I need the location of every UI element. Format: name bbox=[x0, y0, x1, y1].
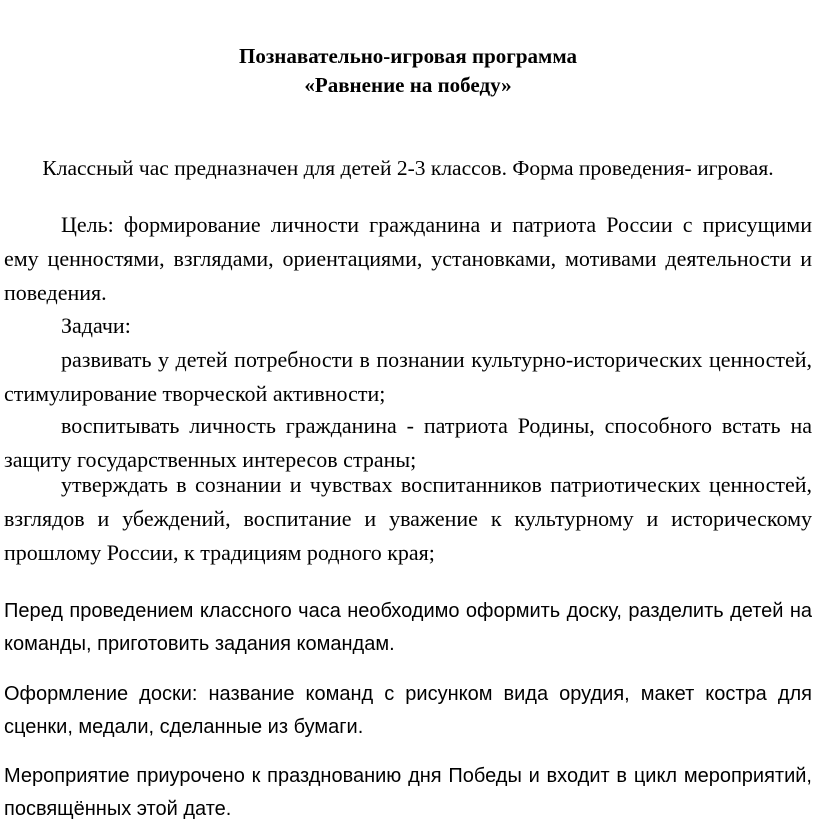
tasks-heading: Задачи: bbox=[61, 313, 131, 338]
task-item: утверждать в сознании и чувствах воспитанников патриотических ценностей, взглядов и убеждений, воспитание и уважение к культурному и историческому прошлому России, к традициям родного края; bbox=[4, 472, 812, 565]
intro-paragraph: Классный час предназначен для детей 2-3 классов. Форма проведения- игровая. bbox=[42, 156, 774, 180]
task-item: развивать у детей потребности в познании культурно-исторических ценностей, стимулирование творческой активности; bbox=[4, 347, 812, 406]
task-item: воспитывать личность гражданина - патриота Родины, способного встать на защиту государственных интересов страны; bbox=[4, 413, 812, 472]
event-occasion-paragraph: Мероприятие приурочено к празднованию дня Победы и входит в цикл мероприятий, посвящённых этой дате. bbox=[4, 765, 812, 820]
document-title: Познавательно-игровая программа bbox=[239, 44, 577, 68]
preparation-paragraph: Перед проведением классного часа необходимо оформить доску, разделить детей на команды, приготовить задания командам. bbox=[4, 600, 812, 655]
document-subtitle: «Равнение на победу» bbox=[304, 73, 512, 97]
board-decoration-paragraph: Оформление доски: название команд с рисунком вида орудия, макет костра для сценки, медали, сделанные из бумаги. bbox=[4, 683, 812, 738]
goal-paragraph: Цель: формирование личности гражданина и патриота России с присущими ему ценностями, взглядами, ориентациями, установками, мотивами деятельности и поведения. bbox=[4, 212, 812, 305]
